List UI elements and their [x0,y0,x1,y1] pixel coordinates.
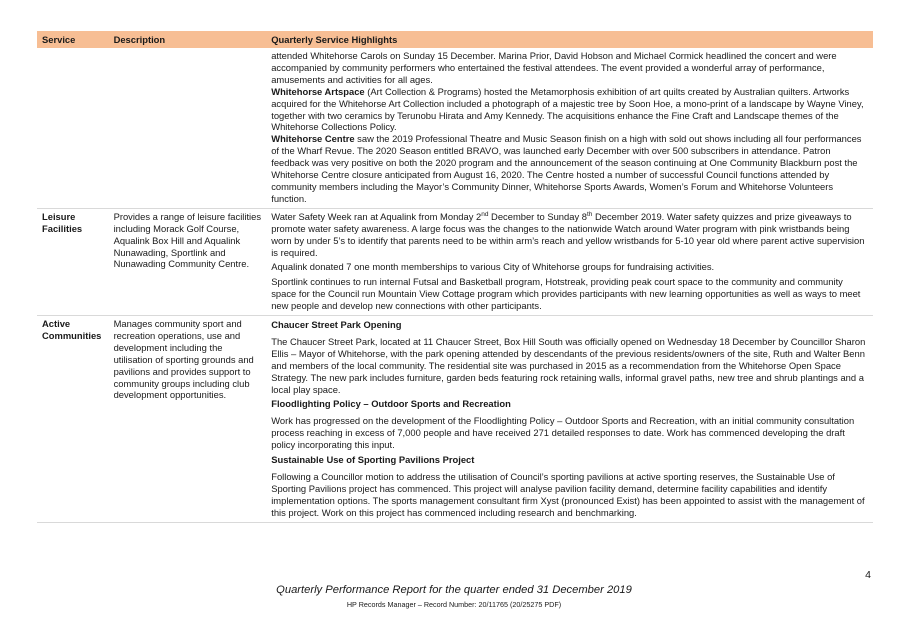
service-highlights-table [37,31,873,523]
arts-service-cell [37,48,109,208]
arts-highlights-cell [266,48,873,208]
water-safety-paragraph: Water Safety Week ran at Aqualink from Monday 2nd December to Sunday 8th December 2019. Water safety quizzes and prize giveaways to promote water safety awareness. A large focus was the changes to the nationwide Watch around Water program with pink wristbands being worn by under 5’s to identify that parents need to be within arm’s reach and yellow wristbands for 5-10 year old where parent active supervision is required. [271,210,865,258]
pavilions-heading: Sustainable Use of Sporting Pavilions Project [271,454,475,466]
centre-paragraph [271,133,868,204]
footer-records: HP Records Manager – Record Number: 20/11765 (20/25275 PDF) [346,600,562,609]
centre-text: saw the 2019 Professional Theatre and Music Season finish on a high with sold out shows including all four performances of the Wharf Revue. The 2020 Season entitled BRAVO, was launched early December with over 500 subscribers in attendance. Patron feedback was very positive on both the 2020 program and the announcement of the season continuing at One Community Blackburn post the Whitehorse Centre closure anticipated from August 16, 2020. The Centre hosted a number of successful Council functions attended by community members including the Mayor’s Community Dinner, Whitehorse Sports Awards, Women’s Forum and Whitehorse Volunteers function. [271,133,862,204]
arts-description-cell [109,48,267,208]
header-service: Service [37,31,109,48]
active-service-cell: Active Communities [37,316,109,523]
table-row-active [37,316,873,523]
chaucer-paragraph: The Chaucer Street Park, located at 11 Chaucer Street, Box Hill South was officially opened on Wednesday 18 December by Councillor Sharon Ellis – Mayor of Whitehorse, with the park opening attended by descendants of the previous residents/owners of the site, Ruth and Walter Benn and members of the local community. The residential site was purchased in 2015 as a recommendation from the Whitehorse Open Space Strategy. The new park includes furniture, garden beds featuring rock retaining walls, informal gravel paths, new tree and shrub plantings and a local play space. [271,335,866,395]
page-number: 4 [865,569,871,581]
artspace-text: (Art Collection & Programs) hosted the Metamorphosis exhibition of art quilts created by Australian quilters. Artworks acquired for the Whitehorse Art Collection included a photograph of a majestic tree by Soon Hoe, a mono-print of a landscape by Wayne Viney, together with two ceramics by Terunobu Hirata and Amy Kennedy. The acquisitions enhance the Fine Craft and Landscape themes of the Whitehorse Collections Policy. [271,85,864,133]
sportlink-paragraph: Sportlink continues to run internal Futsal and Basketball program, Hotstreak, providing peak court space to the community and community space for the Council run Mountain View Cottage program which provides participants with new learning opportunities as well as ways to meet new people and develop new connections with other participants. [271,276,861,312]
artspace-name: Whitehorse Artspace [271,85,365,97]
footer-title: Quarterly Performance Report for the quarter ended 31 December 2019 [276,584,632,596]
active-highlights-cell [266,316,873,523]
floodlighting-paragraph: Work has progressed on the development of the Floodlighting Policy – Outdoor Sports and Recreation, with an initial community consultation process reaching in excess of 7,000 people and have received 271 detailed responses to date. Work has commenced developing the draft policy incorporating this input. [271,415,855,451]
leisure-service-cell: Leisure Facilities [37,208,109,315]
header-description: Description [109,31,267,48]
leisure-highlights-cell [266,208,873,315]
leisure-description-cell: Provides a range of leisure facilities including Morack Golf Course, Aqualink Box Hill and Aqualink Nunawading, Sportlink and Nunawading Community Centre. [109,208,267,315]
active-description-cell: Manages community sport and recreation operations, use and development including the utilisation of sporting grounds and pavilions and provides support to community groups including club development opportunities. [109,316,267,523]
centre-name: Whitehorse Centre [271,133,355,145]
artspace-paragraph [271,86,868,134]
header-highlights: Quarterly Service Highlights [266,31,873,48]
floodlighting-heading: Floodlighting Policy – Outdoor Sports and Recreation [271,398,511,410]
chaucer-heading: Chaucer Street Park Opening [271,319,402,331]
table-header-row [37,31,873,48]
carols-paragraph: attended Whitehorse Carols on Sunday 15 December. Marina Prior, David Hobson and Michael Cormick headlined the concert and were accompanied by community performers who entertained the festival attendees. The event provided a wonderful array of performance, amusements and activities for all ages. [271,50,837,85]
table-row-arts-continued [37,48,873,208]
pavilions-paragraph: Following a Councillor motion to address the utilisation of Council’s sporting pavilions at active sporting reserves, the Sustainable Use of Sporting Pavilions project has commenced. This project will analyse pavilion facility demand, determine facility capabilities and identify implementation options. The sports management consultant firm Xyst (pronounced Exist) has been appointed to assist with the management of this project. Work on this project has commenced including research and benchmarking. [271,471,865,518]
aqualink-paragraph: Aqualink donated 7 one month memberships to various City of Whitehorse groups for fundraising activities. [271,261,715,273]
table-row-leisure [37,208,873,315]
